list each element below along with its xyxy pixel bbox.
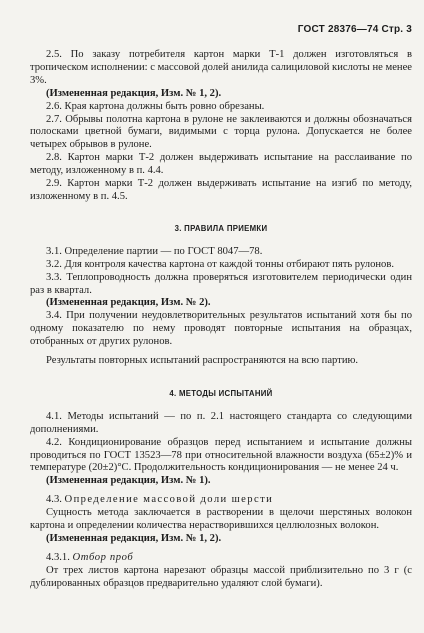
paragraph-method-essence: Сущность метода заключается в растворении в щелочи шерстяных волокон картона и определении количества нерастворившихся целлюлозных волокон.: [30, 507, 412, 532]
page-header: ГОСТ 28376—74 Стр. 3: [297, 24, 412, 35]
subheading-4-3-1: [30, 552, 412, 565]
paragraph-2-9: 2.9. Картон марки Т-2 должен выдерживать испытание на изгиб по методу, изложенному в п. 4.5.: [30, 178, 412, 202]
subheading-4-3: [30, 494, 412, 507]
section-title-test-methods: 4. МЕТОДЫ ИСПЫТАНИЙ: [169, 388, 273, 398]
paragraph-2-7: 2.7. Обрывы полотна картона в рулоне не заклеиваются и должны обозначаться полосками цветной бумаги, видимыми с торца рулона. Допускается не более четырех обрывов в рулоне.: [30, 113, 412, 151]
subheading-text: Отбор проб: [72, 551, 134, 563]
paragraph-4-1: 4.1. Методы испытаний — по п. 2.1 настоящего стандарта со следующими дополнениями.: [30, 410, 412, 435]
paragraph-3-1: 3.1. Определение партии — по ГОСТ 8047—78.: [46, 245, 263, 257]
paragraph-3-4: 3.4. При получении неудовлетворительных результатов испытаний хотя бы по одному показателю по нему проводят повторные испытания на образцах, отобранных от других рулонов.: [30, 310, 412, 348]
paragraph-3-2: 3.2. Для контроля качества картона от каждой тонны отбирают пять рулонов.: [46, 258, 394, 270]
paragraph-2-8: 2.8. Картон марки Т-2 должен выдерживать испытание на расслаивание по методу, изложенному в п. 4.4.: [30, 152, 412, 177]
paragraph-2-6: 2.6. Края картона должны быть ровно обрезаны.: [46, 100, 265, 112]
subheading-text: Определение массовой доли шерсти: [64, 494, 274, 506]
amendment-note: (Измененная редакция, Изм. № 1, 2).: [46, 87, 222, 99]
section-title-acceptance: 3. ПРАВИЛА ПРИЕМКИ: [174, 223, 268, 233]
paragraph-2-5: 2.5. По заказу потребителя картон марки Т-1 должен изготовляться в тропическом исполнении: с массовой долей анилида салициловой кислоты не менее 3%.: [30, 49, 412, 86]
document-body: [30, 49, 412, 591]
paragraph-3-3: 3.3. Теплопроводность должна проверяться изготовителем периодически один раз в квартал.: [30, 271, 412, 296]
amendment-note: (Измененная редакция, Изм. № 2).: [46, 297, 211, 309]
subheading-number: 4.3.1.: [46, 551, 70, 563]
paragraph-retest: Результаты повторных испытаний распространяются на всю партию.: [46, 355, 359, 367]
paragraph-sampling: От трех листов картона нарезают образцы массой приблизительно по 3 г (с дублированных образцов предварительно удаляют слой бумаги).: [30, 564, 412, 589]
paragraph-4-2: 4.2. Кондиционирование образцов перед испытанием и испытание должны проводиться по ГОСТ 13523—78 при относительной влажности воздуха (65±2)% и температуре (20±2)°С. Продолжительность кондиционирования — не менее 24 ч.: [30, 436, 412, 474]
subheading-number: 4.3.: [46, 494, 62, 506]
amendment-note: (Измененная редакция, Изм. № 1, 2).: [46, 533, 222, 544]
amendment-note: (Измененная редакция, Изм. № 1).: [46, 475, 211, 487]
